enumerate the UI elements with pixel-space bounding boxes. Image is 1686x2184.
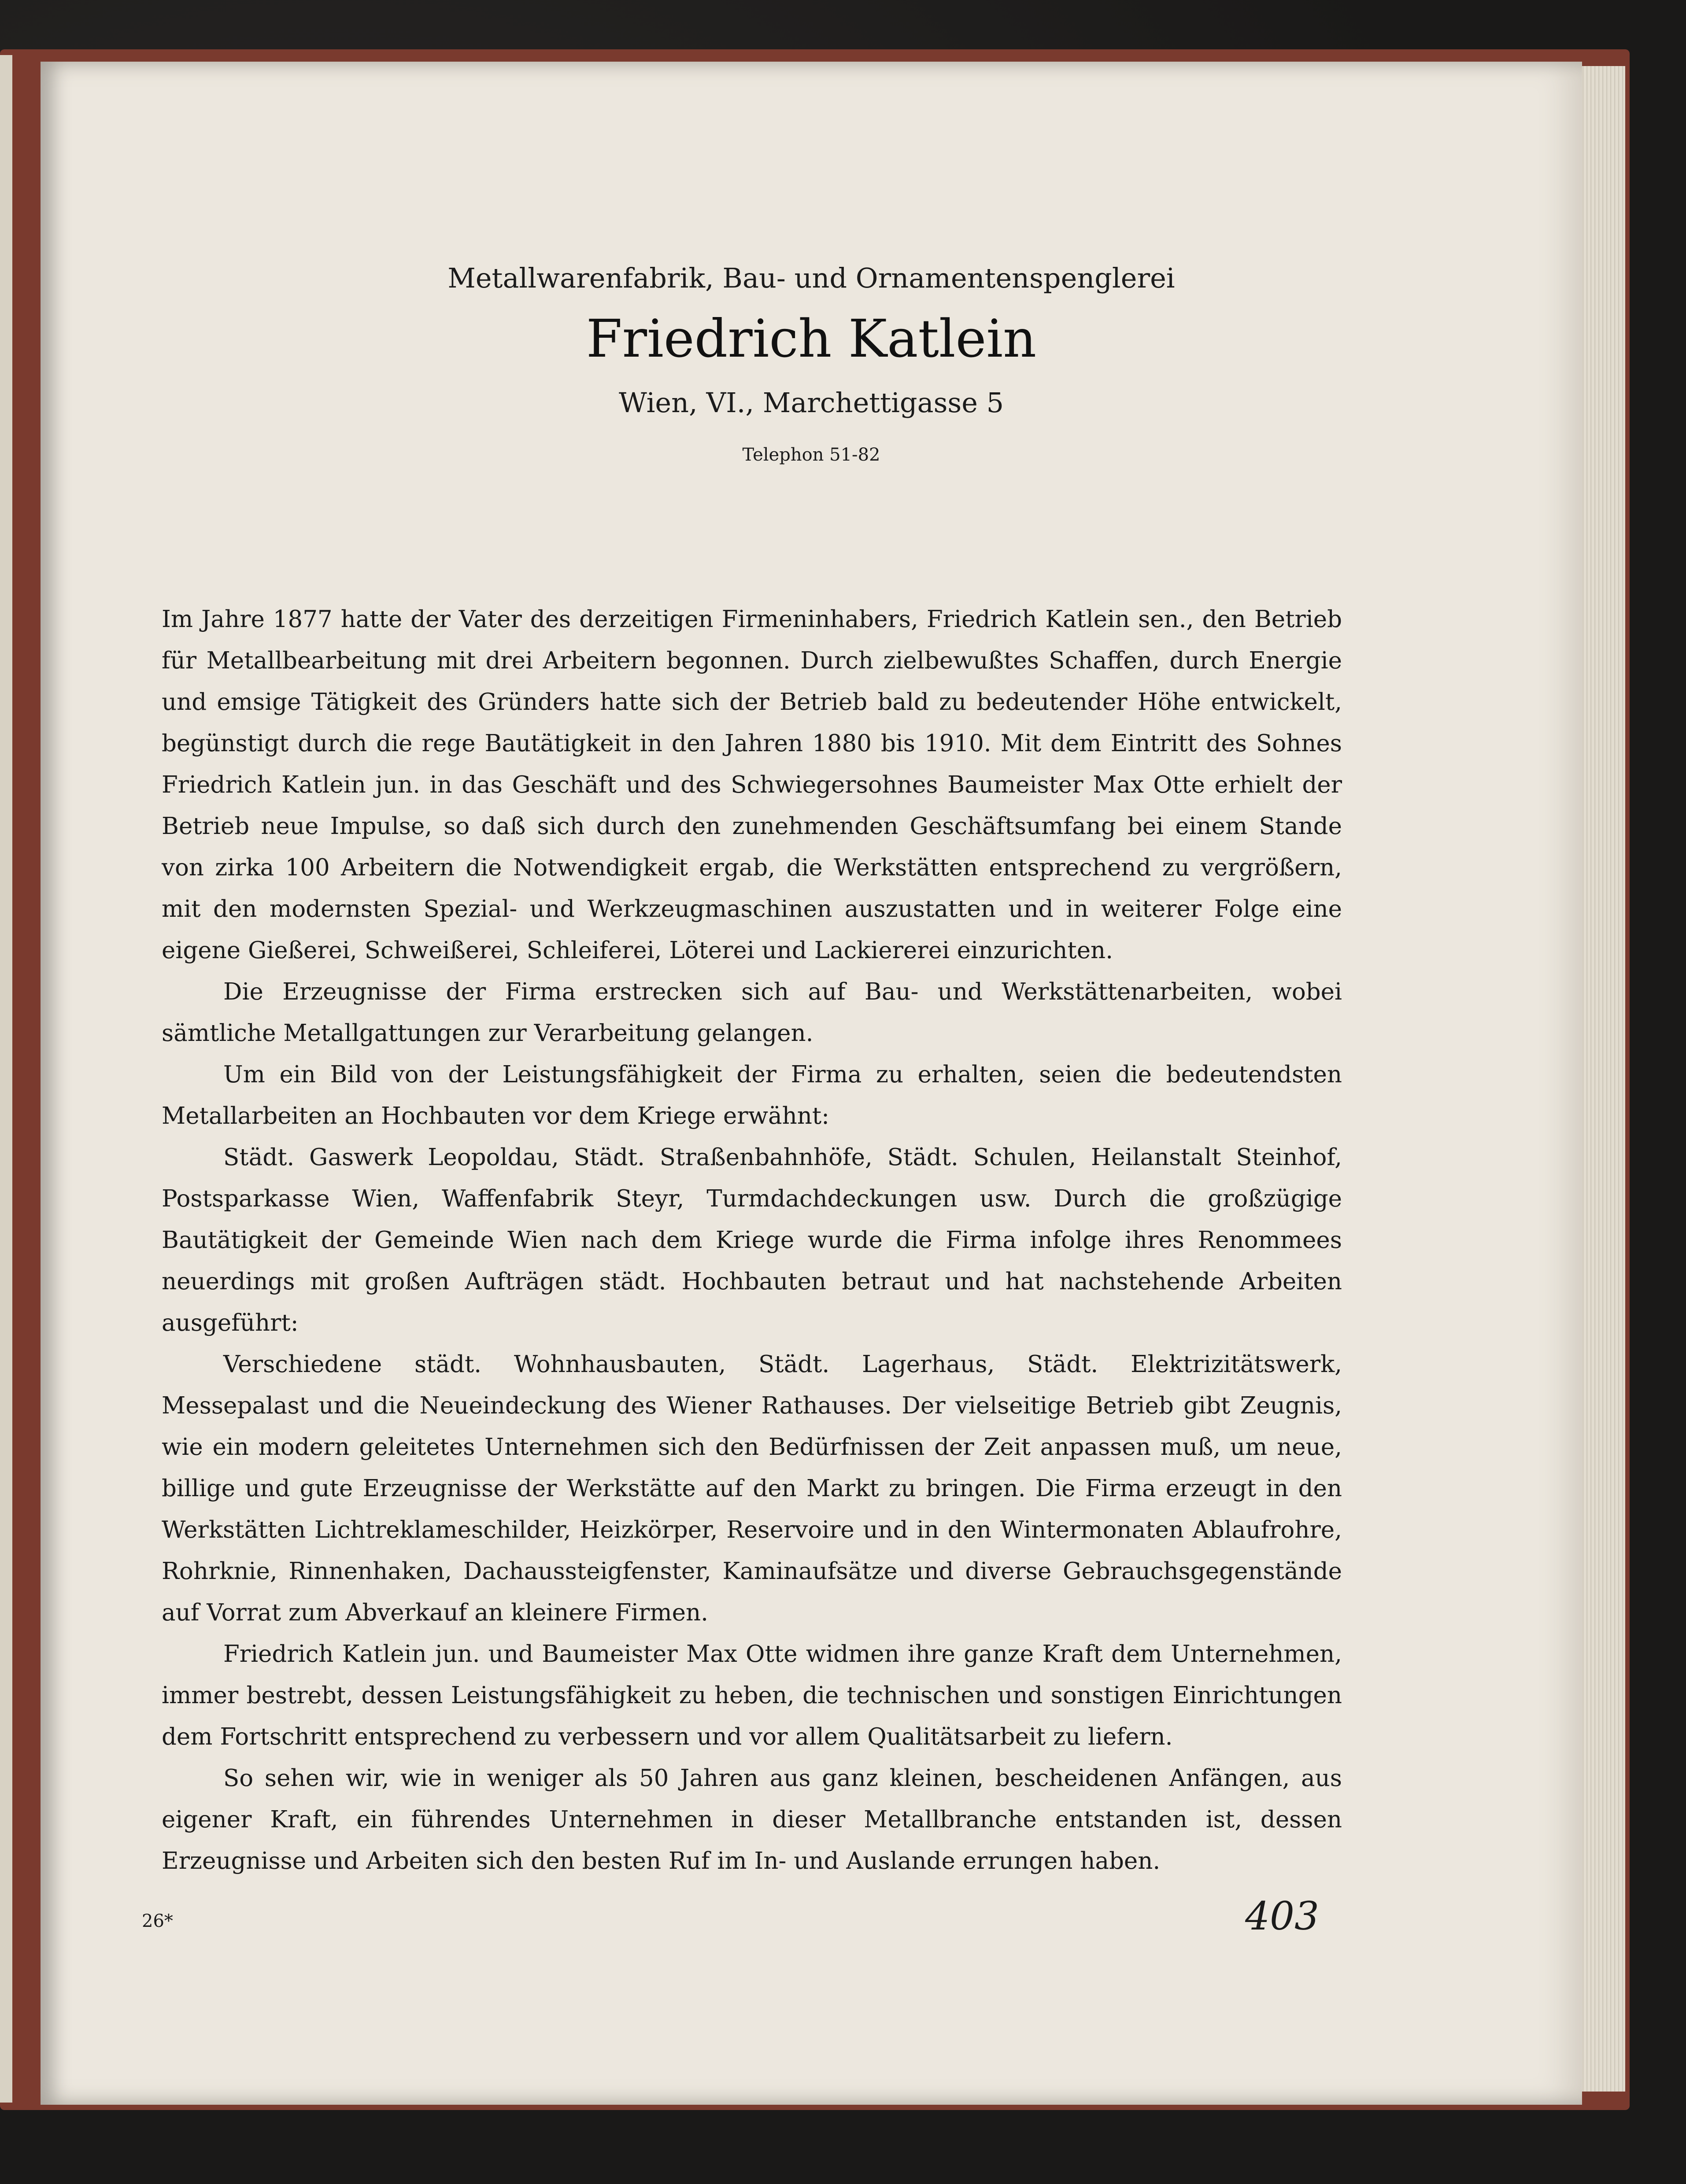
page-number: 403 (1245, 1893, 1319, 1939)
paragraph-2: Die Erzeugnisse der Firma erstrecken sich auf Bau- und Werkstättenarbeiten, wobei sämtliche Metallgattungen zur Verarbeitung gelangen. (162, 978, 1342, 1047)
paragraph-7: So sehen wir, wie in weniger als 50 Jahren aus ganz kleinen, bescheidenen Anfängen, aus eigener Kraft, ein führendes Unternehmen in dieser Metallbranche entstanden ist, dessen Erzeugnisse und Arbeiten sich den besten Ruf im In- und Auslande errungen haben. (162, 1765, 1342, 1874)
paragraph-4: Städt. Gaswerk Leopoldau, Städt. Straßenbahnhöfe, Städt. Schulen, Heilanstalt Steinhof, Postsparkasse Wien, Waffenfabrik Steyr, Turmdachdeckungen usw. Durch die großzügige Bautätigkeit der Gemeinde Wien nach dem Kriege wurde die Firma infolge ihres Renommees neuerdings mit großen Aufträgen städt. Hochbauten betraut und hat nachstehende Arbeiten ausgeführt: (162, 1144, 1342, 1336)
book-page (41, 62, 1582, 2105)
paragraph-6: Friedrich Katlein jun. und Baumeister Max Otte widmen ihre ganze Kraft dem Unternehmen, immer bestrebt, dessen Leistungsfähigkeit zu heben, die technischen und sonstigen Einrichtungen dem Fortschritt entsprechend zu verbessern und vor allem Qualitätsarbeit zu liefern. (162, 1641, 1342, 1750)
article-body (162, 599, 1342, 1882)
left-page-edge (0, 55, 12, 2103)
company-address: Wien, VI., Marchettigasse 5 (618, 387, 1004, 419)
paragraph-5: Verschiedene städt. Wohnhausbauten, Städt. Lagerhaus, Städt. Elektrizitätswerk, Messepalast und die Neueindeckung des Wiener Rathauses. Der vielseitige Betrieb gibt Zeugnis, wie ein modern geleitetes Unternehmen sich den Bedürfnissen der Zeit anpassen muß, um neue, billige und gute Erzeugnisse der Werkstätte auf den Markt zu bringen. Die Firma erzeugt in den Werkstätten Lichtreklameschilder, Heizkörper, Reservoire und in den Wintermonaten Ablaufrohre, Rohrknie, Rinnenhaken, Dachaussteigfenster, Kaminaufsätze und diverse Gebrauchsgegenstände auf Vorrat zum Abverkauf an kleinere Firmen. (162, 1351, 1342, 1626)
company-title: Friedrich Katlein (586, 308, 1037, 369)
signature-mark: 26* (142, 1911, 173, 1931)
paragraph-1: Im Jahre 1877 hatte der Vater des derzeitigen Firmeninhabers, Friedrich Katlein sen., den Betrieb für Metallbearbeitung mit drei Arbeitern begonnen. Durch zielbewußtes Schaffen, durch Energie und emsige Tätigkeit des Gründers hatte sich der Betrieb bald zu bedeutender Höhe entwickelt, begünstigt durch die rege Bautätigkeit in den Jahren 1880 bis 1910. Mit dem Eintritt des Sohnes Friedrich Katlein jun. in das Geschäft und des Schwiegersohnes Baumeister Max Otte erhielt der Betrieb neue Impulse, so daß sich durch den zunehmenden Geschäftsumfang bei einem Stande von zirka 100 Arbeitern die Notwendigkeit ergab, die Werkstätten entsprechend zu vergrößern, mit den modernsten Spezial- und Werkzeugmaschinen auszustatten und in weiterer Folge eine eigene Gießerei, Schweißerei, Schleiferei, Löterei und Lackiererei einzurichten. (162, 606, 1342, 964)
company-phone: Telephon 51-82 (742, 445, 880, 465)
company-subtitle: Metallwarenfabrik, Bau- und Ornamentenspenglerei (447, 262, 1175, 294)
paragraph-3: Um ein Bild von der Leistungsfähigkeit der Firma zu erhalten, seien die bedeutendsten Metallarbeiten an Hochbauten vor dem Kriege erwähnt: (162, 1061, 1342, 1129)
